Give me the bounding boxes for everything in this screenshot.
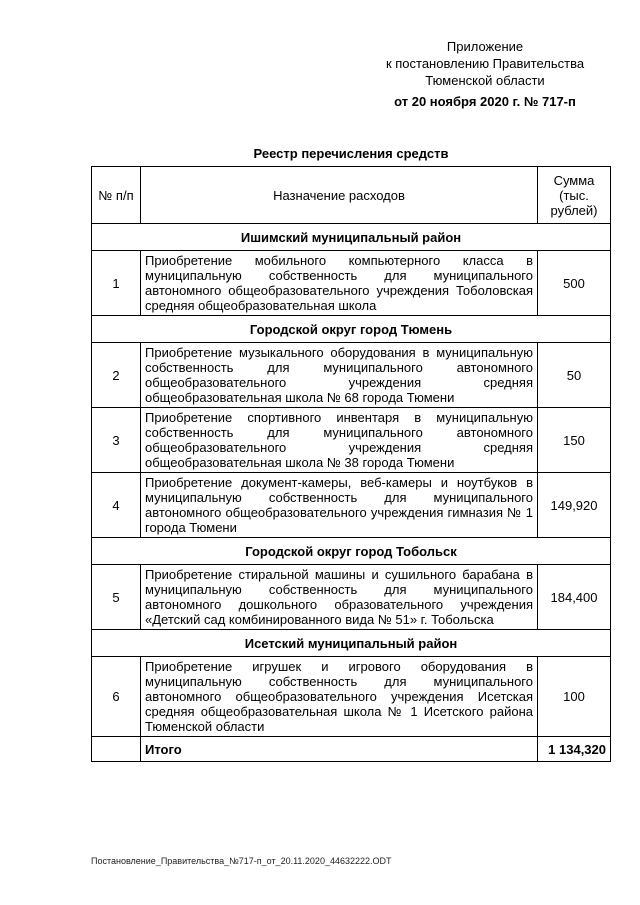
row-num: 5 xyxy=(92,565,141,630)
row-purpose: Приобретение документ-камеры, веб-камеры и ноутбуков в муниципальную собственность для муниципального автономного общеобразовательного учреждения гимназия № 1 города Тюмени xyxy=(141,473,538,538)
row-purpose: Приобретение стиральной машины и сушильного барабана в муниципальную собственность для муниципального автономного дошкольного образовательного учреждения «Детский сад комбинированного вида № 51» г. Тобольска xyxy=(141,565,538,630)
section-row xyxy=(92,224,611,251)
row-sum: 50 xyxy=(538,343,611,408)
row-num: 2 xyxy=(92,343,141,408)
table-title: Реестр перечисления средств xyxy=(253,146,449,161)
table-row xyxy=(92,473,611,538)
header-date: от 20 ноября 2020 г. № 717-п xyxy=(394,94,576,109)
total-num-cell xyxy=(92,737,141,762)
header-region: Тюменской области xyxy=(425,73,545,88)
header-resolution: к постановлению Правительства xyxy=(385,56,585,71)
row-num: 3 xyxy=(92,408,141,473)
section-name: Исетский муниципальный район xyxy=(92,630,611,657)
row-purpose: Приобретение мобильного компьютерного класса в муниципальную собственность для муниципального автономного общеобразовательного учреждения Тоболовская средняя общеобразовательная школа xyxy=(141,251,538,316)
row-purpose: Приобретение спортивного инвентаря в муниципальную собственность для муниципального автономного общеобразовательного учреждения средняя общеобразовательная школа № 38 города Тюмени xyxy=(141,408,538,473)
table-row xyxy=(92,343,611,408)
table-row xyxy=(92,565,611,630)
row-num: 1 xyxy=(92,251,141,316)
total-label: Итого xyxy=(141,737,538,762)
section-name: Городской округ город Тобольск xyxy=(92,538,611,565)
row-sum: 500 xyxy=(538,251,611,316)
register-table xyxy=(91,166,611,762)
row-sum: 100 xyxy=(538,657,611,737)
section-row xyxy=(92,630,611,657)
row-purpose: Приобретение музыкального оборудования в муниципальную собственность для муниципального автономного общеобразовательного учреждения средняя общеобразовательная школа № 68 города Тюмени xyxy=(141,343,538,408)
total-sum: 1 134,320 xyxy=(538,737,611,762)
row-num: 6 xyxy=(92,657,141,737)
section-row xyxy=(92,316,611,343)
document-header xyxy=(360,38,610,110)
column-header-purpose: Назначение расходов xyxy=(141,167,538,224)
row-purpose: Приобретение игрушек и игрового оборудования в муниципальную собственность для муниципального автономного общеобразовательного учреждения Исетская средняя общеобразовательная школа № 1 Исетского района Тюменской области xyxy=(141,657,538,737)
column-header-num: № п/п xyxy=(92,167,141,224)
column-header-sum: Сумма (тыс. рублей) xyxy=(538,167,611,224)
section-name: Ишимский муниципальный район xyxy=(92,224,611,251)
row-sum: 150 xyxy=(538,408,611,473)
total-row xyxy=(92,737,611,762)
table-row xyxy=(92,408,611,473)
header-appendix: Приложение xyxy=(446,39,524,54)
document-filename: Постановление_Правительства_№717-п_от_20.11.2020_44632222.ODT xyxy=(91,856,392,866)
table-header-row xyxy=(92,167,611,224)
table-row xyxy=(92,251,611,316)
section-name: Городской округ город Тюмень xyxy=(92,316,611,343)
row-num: 4 xyxy=(92,473,141,538)
table-row xyxy=(92,657,611,737)
row-sum: 149,920 xyxy=(538,473,611,538)
section-row xyxy=(92,538,611,565)
row-sum: 184,400 xyxy=(538,565,611,630)
